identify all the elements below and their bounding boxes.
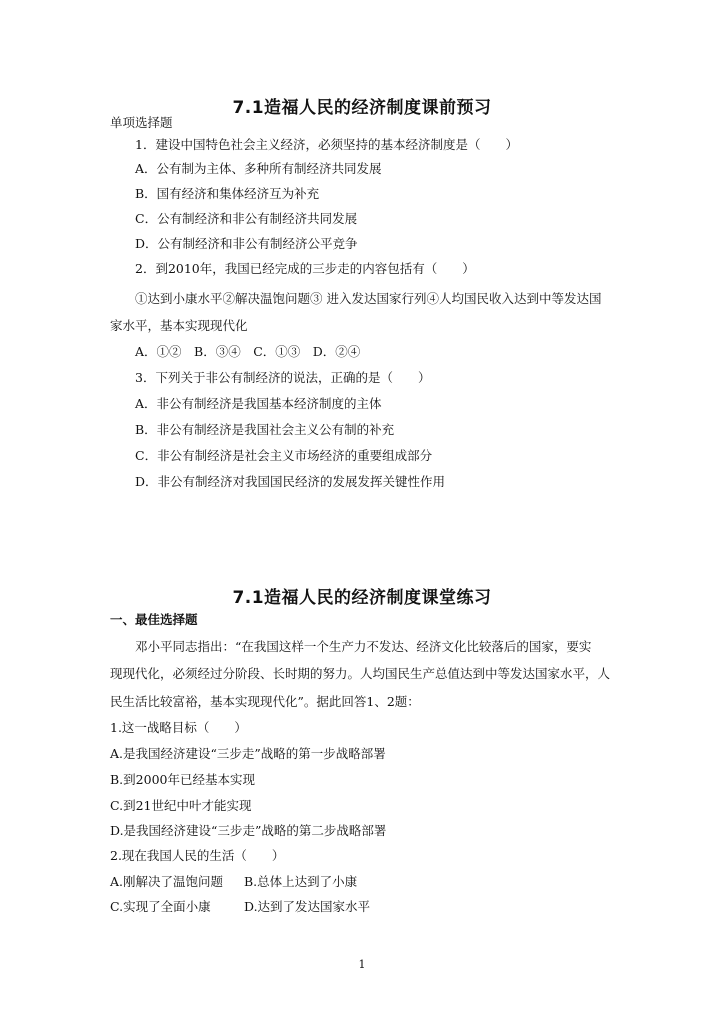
section2-heading: 一、最佳选择题 [110,612,198,627]
s2-q1-option-c: C.到21世纪中叶才能实现 [110,798,252,813]
passage-line1: 邓小平同志指出：“在我国这样一个生产力不发达、经济文化比较落后的国家，要实 [135,639,592,654]
s2-q2-option-c: C.实现了全面小康 [110,899,211,914]
s2-q1-option-b: B.到2000年已经基本实现 [110,772,255,787]
page-number: 1 [358,958,366,971]
passage-line2: 现现代化，必须经过分阶段、长时期的努力。人均国民生产总值达到中等发达国家水平，人 [110,666,611,681]
s1-q3-option-d: D．非公有制经济对我国国民经济的发展发挥关键性作用 [135,474,446,489]
s1-q1-stem: 1．建设中国特色社会主义经济，必须坚持的基本经济制度是（ ） [135,137,518,152]
s2-q2-option-b: B.总体上达到了小康 [244,874,358,889]
section1-subtitle: 单项选择题 [110,115,173,130]
s2-q2-stem: 2.现在我国人民的生活（ ） [110,848,285,863]
s1-q2-items-line2: 家水平，基本实现现代化 [110,318,248,333]
s1-q3-option-a: A．非公有制经济是我国基本经济制度的主体 [135,396,382,411]
s1-q3-option-b: B．非公有制经济是我国社会主义公有制的补充 [135,422,395,437]
s1-q1-option-b: B．国有经济和集体经济互为补充 [135,186,320,201]
s2-q1-option-d: D.是我国经济建设“三步走”战略的第二步战略部署 [110,823,387,838]
s2-q2-option-a: A.刚解决了温饱问题 [110,874,224,889]
s1-q2-items-line1: ①达到小康水平②解决温饱问题③ 进入发达国家行列④人均国民收入达到中等发达国 [135,291,602,306]
s1-q1-option-a: A．公有制为主体、多种所有制经济共同发展 [135,161,382,176]
s1-q1-option-c: C．公有制经济和非公有制经济共同发展 [135,211,358,226]
passage-line3: 民生活比较富裕，基本实现现代化”。据此回答1、2题： [110,694,420,709]
s1-q3-option-c: C．非公有制经济是社会主义市场经济的重要组成部分 [135,448,433,463]
s1-q1-option-d: D．公有制经济和非公有制经济公平竞争 [135,236,358,251]
s2-q2-option-d: D.达到了发达国家水平 [244,899,371,914]
s1-q3-stem: 3．下列关于非公有制经济的说法，正确的是（ ） [135,370,431,385]
s1-q2-options: A．①② B．③④ C．①③ D．②④ [135,344,361,359]
s1-q2-stem: 2．到2010年，我国已经完成的三步走的内容包括有（ ） [135,261,475,276]
section2-title: 7.1造福人民的经济制度课堂练习 [232,588,492,608]
s2-q1-option-a: A.是我国经济建设“三步走”战略的第一步战略部署 [110,746,386,761]
section1-title: 7.1造福人民的经济制度课前预习 [232,98,492,118]
s2-q1-stem: 1.这一战略目标（ ） [110,720,247,735]
